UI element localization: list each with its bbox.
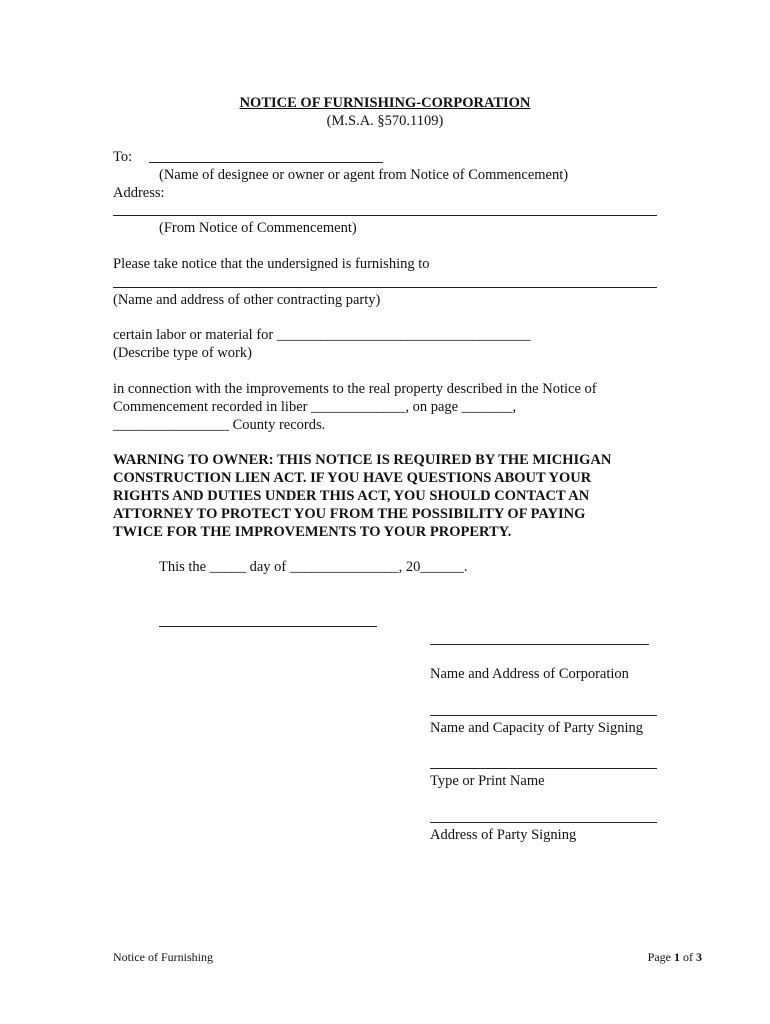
date-line: This the _____ day of _______________, 20______.	[159, 559, 468, 575]
address-signing-label: Address of Party Signing	[430, 827, 577, 843]
party-caption: (Name and address of other contracting party)	[113, 292, 381, 308]
warning-line: TWICE FOR THE IMPROVEMENTS TO YOUR PROPERTY.	[113, 524, 512, 540]
corporation-label: Name and Address of Corporation	[430, 666, 629, 682]
to-blank-line	[149, 162, 383, 163]
improvements-line: Commencement recorded in liber _____________, on page _______,	[113, 399, 517, 415]
address-blank-line	[113, 215, 657, 216]
footer-document-name: Notice of Furnishing	[113, 950, 213, 964]
address-caption: (From Notice of Commencement)	[159, 220, 357, 236]
statute-reference: (M.S.A. §570.1109)	[326, 113, 444, 129]
party-blank-line	[113, 287, 657, 288]
notice-line: Please take notice that the undersigned is furnishing to	[113, 256, 430, 272]
labor-line: certain labor or material for ___________________________________	[113, 327, 531, 343]
print-name-line	[430, 768, 657, 769]
labor-caption: (Describe type of work)	[113, 345, 252, 361]
address-signing-line	[430, 822, 657, 823]
warning-line: CONSTRUCTION LIEN ACT. IF YOU HAVE QUESTIONS ABOUT YOUR	[113, 470, 592, 486]
page-prefix: Page	[647, 950, 674, 964]
print-name-label: Type or Print Name	[430, 773, 545, 789]
improvements-line: ________________ County records.	[113, 417, 326, 433]
warning-line: RIGHTS AND DUTIES UNDER THIS ACT, YOU SHOULD CONTACT AN	[113, 488, 590, 504]
warning-line: WARNING TO OWNER: THIS NOTICE IS REQUIRED BY THE MICHIGAN	[113, 452, 612, 468]
page-total: 3	[696, 950, 702, 964]
capacity-label: Name and Capacity of Party Signing	[430, 720, 644, 736]
capacity-signature-line	[430, 715, 657, 716]
to-caption: (Name of designee or owner or agent from Notice of Commencement)	[159, 167, 569, 183]
document-title: NOTICE OF FURNISHING-CORPORATION	[239, 95, 531, 111]
corporation-signature-line	[430, 644, 649, 645]
left-signature-line	[159, 626, 377, 627]
footer-page-number	[648, 948, 702, 966]
to-label: To:	[113, 149, 133, 165]
address-label: Address:	[113, 185, 165, 201]
page-of: of	[680, 950, 696, 964]
page-current: 1	[674, 950, 680, 964]
warning-line: ATTORNEY TO PROTECT YOU FROM THE POSSIBILITY OF PAYING	[113, 506, 586, 522]
improvements-line: in connection with the improvements to the real property described in the Notice of	[113, 381, 597, 397]
